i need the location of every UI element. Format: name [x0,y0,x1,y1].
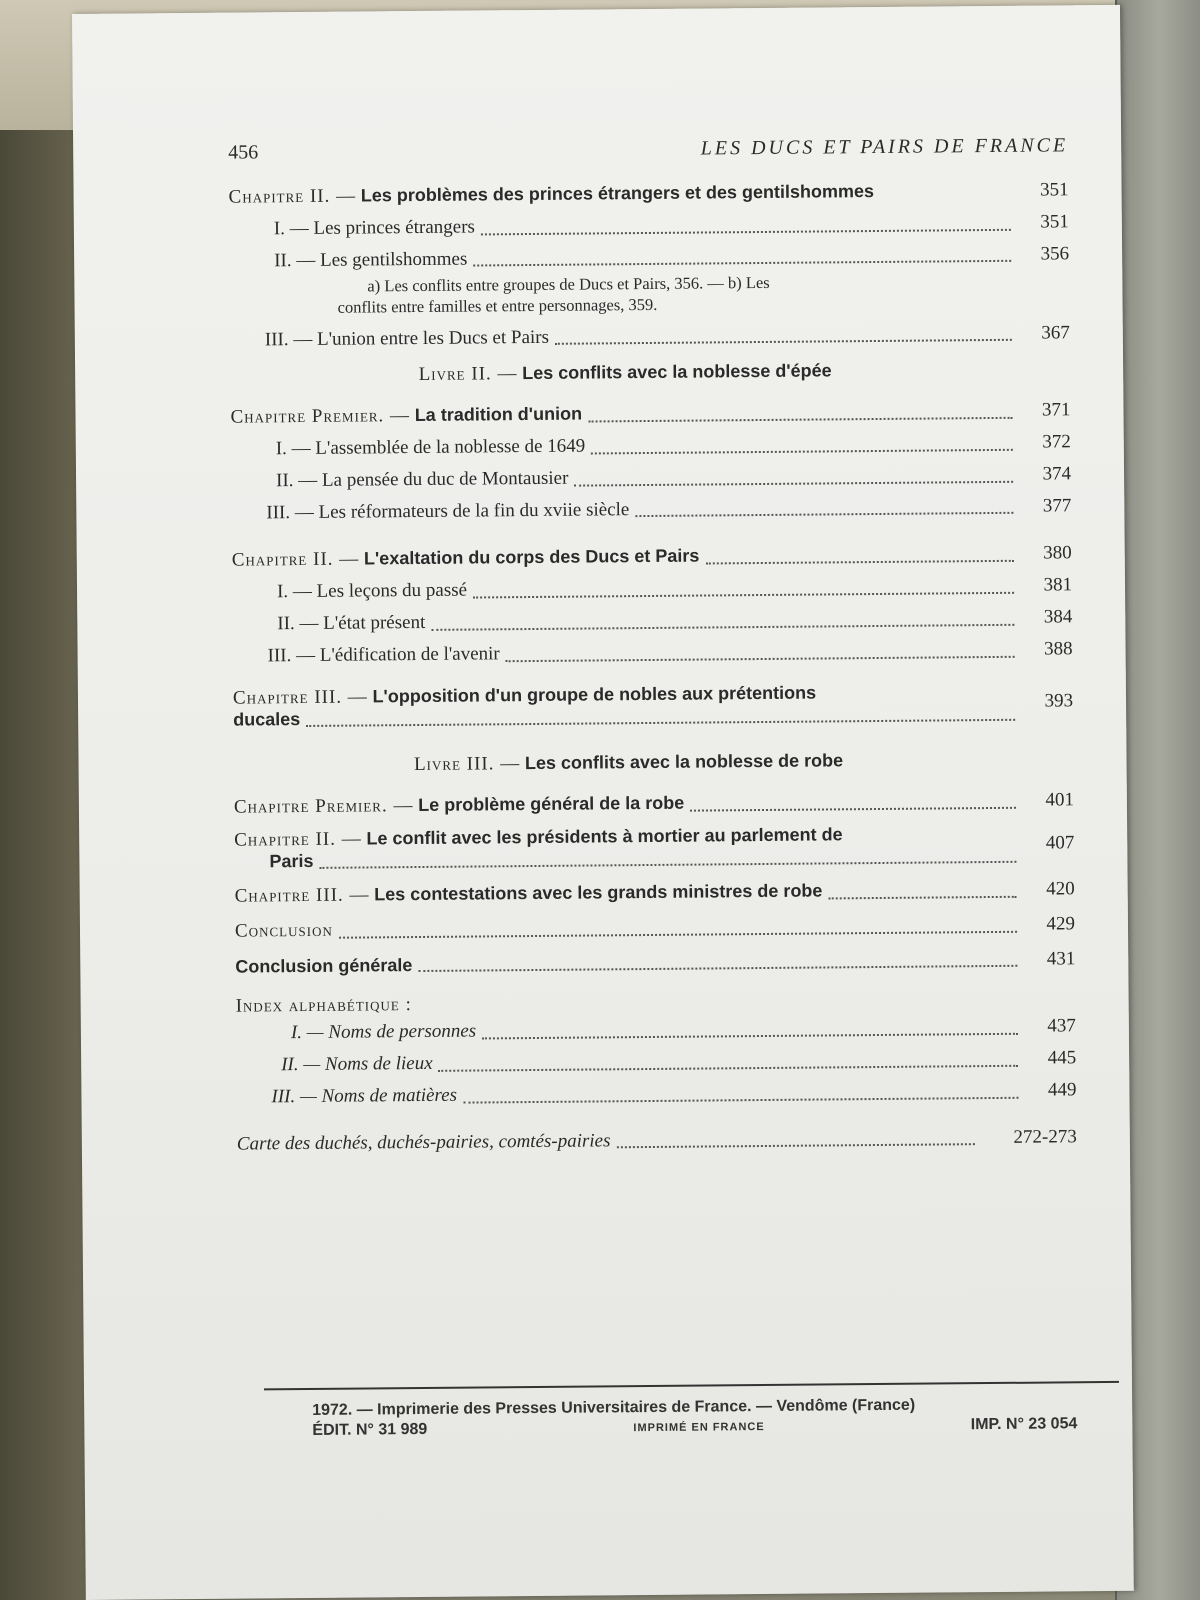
leader-dots [705,560,1013,565]
toc-entry [233,638,1073,668]
livre-heading [230,359,1070,389]
edit-number: ÉDIT. N° 31 989 [312,1420,428,1439]
chapter-title: Les contestations avec les grands ministres de robe [374,880,823,905]
page-ref: 351 [1040,211,1069,233]
section-title: III. — Les réformateurs de la fin du xviie siècle [266,498,630,523]
page-ref: 356 [1040,242,1070,265]
section-note [229,271,1069,320]
leader-dots [828,896,1016,900]
toc-entry [237,1126,1077,1156]
page-ref: 449 [1047,1079,1077,1101]
toc-entry [232,606,1072,636]
chapter-prefix: Chapitre Premier. — [233,794,414,818]
conclusion-generale-title: Conclusion générale [235,954,413,977]
toc-entry [235,948,1075,978]
chapter-title-cont: Paris [269,851,314,872]
section-title: II. — La pensée du duc de Montausier [275,467,569,492]
livre-title: Les conflits avec la noblesse d'épée [522,360,832,384]
livre-prefix: Livre III. — [413,753,521,776]
leader-dots [588,417,1012,423]
page-ref: 420 [1046,878,1075,900]
page-number: 456 [228,141,259,164]
leader-dots [617,1144,975,1149]
imp-number: IMP. N° 23 054 [970,1415,1078,1434]
toc-entry [230,322,1070,352]
toc-entry [234,789,1074,819]
toc-entry [231,431,1071,461]
book-title: LES DUCS ET PAIRS DE FRANCE [700,134,1069,160]
index-title: I. — Noms de personnes [290,1020,477,1044]
leader-dots [690,806,1016,811]
page-ref: 351 [1039,179,1069,201]
page-ref: 431 [1046,947,1076,970]
toc-entry [235,913,1075,943]
leader-dots [555,339,1012,345]
leader-dots [482,1033,1018,1040]
page-ref: 372 [1042,431,1071,453]
leader-dots [506,655,1015,661]
leader-dots [473,592,1014,599]
page-ref: 374 [1042,463,1072,485]
page-ref: 371 [1041,399,1071,421]
livre-title: Les conflits avec la noblesse de robe [524,750,844,774]
chapter-title: Les problèmes des princes étrangers et des gentilshommes [360,181,875,206]
toc-entry [230,400,1070,430]
note-line: conflits entre familles et entre personnages, 359. [337,294,658,317]
leader-dots [306,719,1015,727]
chapter-title: L'opposition d'un groupe de nobles aux prétentions [372,682,817,707]
chapter-prefix: Chapitre II. — [231,548,360,572]
chapter-prefix: Chapitre III. — [232,686,368,709]
page-ref: 377 [1042,494,1072,517]
page-ref: 393 [1044,690,1074,712]
colophon [264,1381,1119,1440]
section-title: II. — L'état présent [277,611,426,635]
table-of-contents [228,133,1077,1165]
toc-entry [232,575,1072,605]
toc-entry [236,1047,1076,1077]
leader-dots [339,930,1017,938]
leader-dots [574,480,1013,486]
section-title: II. — Les gentilshommes [274,248,468,271]
toc-entry [232,543,1072,573]
toc-entry [229,211,1069,241]
section-title: I. — Les leçons du passé [276,579,468,603]
leader-dots [473,260,1011,267]
page-ref: 401 [1045,789,1074,811]
leader-dots [591,449,1013,455]
page-ref: 367 [1041,321,1070,344]
section-title: III. — L'édification de l'avenir [267,643,500,667]
page-ref: 388 [1043,638,1073,660]
livre-prefix: Livre II. — [418,363,518,386]
chapter-title: Le conflit avec les présidents à mortier au parlement de [366,823,843,849]
leader-dots [463,1096,1018,1103]
chapter-title: Le problème général de la robe [418,792,685,815]
leader-dots [418,965,1017,972]
chapter-prefix: Chapitre III. — [234,884,370,907]
section-title: I. — Les princes étrangers [273,216,475,240]
toc-entry [236,1079,1076,1109]
leader-dots [635,512,1013,517]
livre-heading [233,748,1073,778]
book-page [72,5,1134,1600]
running-head [228,133,1068,164]
toc-entry [229,179,1069,209]
leader-dots [439,1065,1019,1072]
note-line: a) Les conflits entre groupes de Ducs et Pairs, 356. — b) Les [367,273,770,296]
page-ref: 381 [1043,574,1073,596]
chapter-prefix: Chapitre II. — [234,828,362,851]
section-title: III. — L'union entre les Ducs et Pairs [264,326,550,350]
leader-dots [319,861,1016,869]
toc-entry [231,495,1071,525]
toc-entry [234,822,1074,874]
leader-dots [481,228,1011,235]
toc-entry [231,463,1071,493]
page-ref: 429 [1046,913,1076,935]
carte-title: Carte des duchés, duchés-pairies, comtés-pairies [236,1129,611,1155]
page-ref: 407 [1045,832,1075,854]
imprime-en-france: IMPRIMÉ EN FRANCE [633,1421,765,1435]
toc-entry [236,1015,1076,1045]
page-ref: 384 [1043,606,1073,628]
section-title: I. — L'assemblée de la noblesse de 1649 [275,435,586,460]
printer-line: 1972. — Imprimerie des Presses Universitaires de France. — Vendôme (France) [312,1396,916,1419]
chapter-title: L'exaltation du corps des Ducs et Pairs [363,545,700,569]
conclusion-title: Conclusion [234,919,333,942]
index-title: III. — Noms de matières [271,1084,458,1108]
chapter-title-cont: ducales [233,709,301,731]
page-ref: 445 [1047,1047,1077,1069]
chapter-title: La tradition d'union [414,403,583,426]
toc-entry [229,243,1069,273]
toc-entry [235,878,1075,908]
leader-dots [431,624,1014,631]
page-ref: 272-273 [1013,1125,1077,1148]
chapter-prefix: Chapitre II. — [228,185,357,208]
index-heading: Index alphabétique : [235,994,412,1017]
chapter-prefix: Chapitre Premier. — [230,405,411,428]
page-ref: 380 [1043,542,1072,564]
page-ref: 437 [1047,1015,1076,1037]
index-title: II. — Noms de lieux [281,1052,433,1076]
toc-entry [233,680,1073,732]
